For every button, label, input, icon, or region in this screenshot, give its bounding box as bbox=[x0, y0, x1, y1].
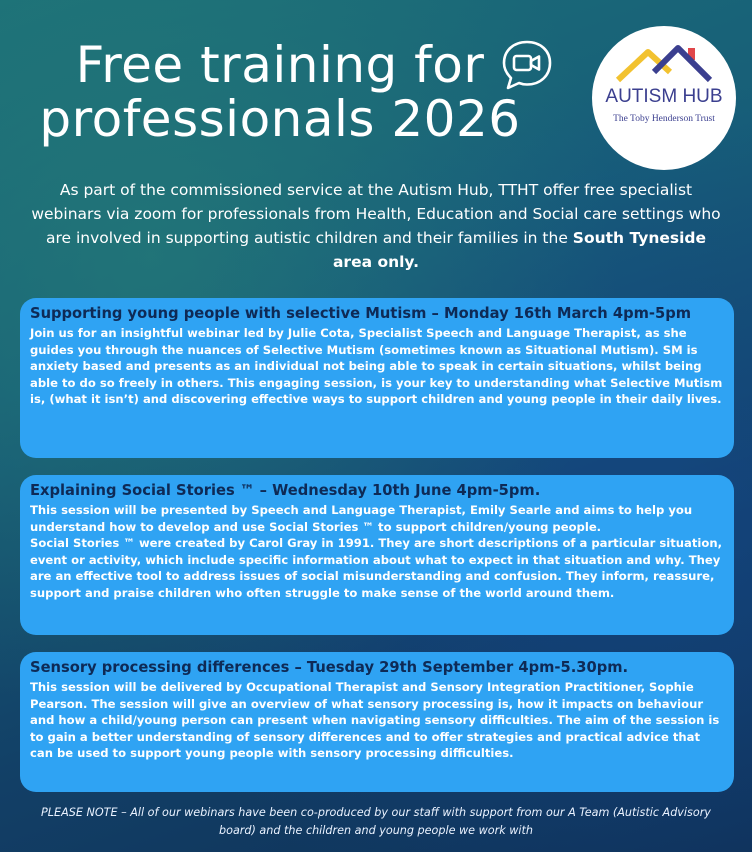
footer-note: PLEASE NOTE – All of our webinars have been co-produced by our staff with support from our A Team (Autistic Advisory board) and the children and young people we work with bbox=[41, 806, 711, 837]
title-line-2: professionals 2026 bbox=[39, 90, 521, 148]
session-title: Sensory processing differences – Tuesday 29th September 4pm-5.30pm. bbox=[30, 659, 629, 676]
session-card-social-stories bbox=[20, 475, 734, 635]
intro-bold: South Tyneside area only. bbox=[332, 229, 707, 271]
session-description bbox=[30, 679, 724, 762]
house-roof-icon bbox=[614, 40, 714, 86]
session-title: Explaining Social Stories ™ – Wednesday 10th June 4pm-5pm. bbox=[30, 482, 541, 499]
logo-name: AUTISM HUB bbox=[605, 86, 723, 107]
session-body-2: Social Stories ™ were created by Carol Gray in 1991. They are short descriptions of a particular situation, event or activity, which include specific information about what to expect in that situation and why. They are an effective tool to address issues of social misunderstanding and confusion. They inform, reassure, support and praise children who often struggle to make sense of the world around them. bbox=[30, 536, 723, 600]
intro-text bbox=[30, 178, 722, 274]
session-body: This session will be delivered by Occupational Therapist and Sensory Integration Practitioner, Sophie Pearson. The session will give an overview of what sensory processing is, how it impacts on behaviour and how a child/young person can present when navigating sensory difficulties. The aim of the session is to gain a better understanding of sensory differences and to offer strategies and practical advice that can be used to support young people with sensory processing difficulties. bbox=[30, 680, 720, 761]
intro-main: As part of the commissioned service at the Autism Hub, TTHT offer free specialist webinars via zoom for professionals from Health, Education and Social care settings who are involved in supporting autistic children and their families in the bbox=[31, 181, 721, 247]
session-card-selective-mutism bbox=[20, 298, 734, 458]
autism-hub-logo bbox=[592, 26, 736, 170]
session-description bbox=[30, 502, 724, 602]
session-title: Supporting young people with selective Mutism – Monday 16th March 4pm-5pm bbox=[30, 305, 692, 322]
session-description bbox=[30, 325, 724, 408]
session-body: Join us for an insightful webinar led by Julie Cota, Specialist Speech and Language Therapist, as she guides you through the nuances of Selective Mutism (sometimes known as Situational Mutism). SM is anxiety based and presents as an individual not being able to speak in certain situations, whilst being able to do so freely in others. This engaging session, is your key to understanding what Selective Mutism is, (what it isn’t) and discovering effective ways to support children and young people in their daily lives. bbox=[30, 326, 723, 407]
session-card-sensory-processing bbox=[20, 652, 734, 792]
title-line-1: Free training for bbox=[75, 36, 485, 94]
logo-trust: The Toby Henderson Trust bbox=[613, 114, 715, 124]
page-title bbox=[20, 38, 540, 146]
video-chat-icon bbox=[500, 38, 554, 92]
session-body-1: This session will be presented by Speech and Language Therapist, Emily Searle and aims to help you understand how to develop and use Social Stories ™ to support children/young people. bbox=[30, 503, 693, 534]
